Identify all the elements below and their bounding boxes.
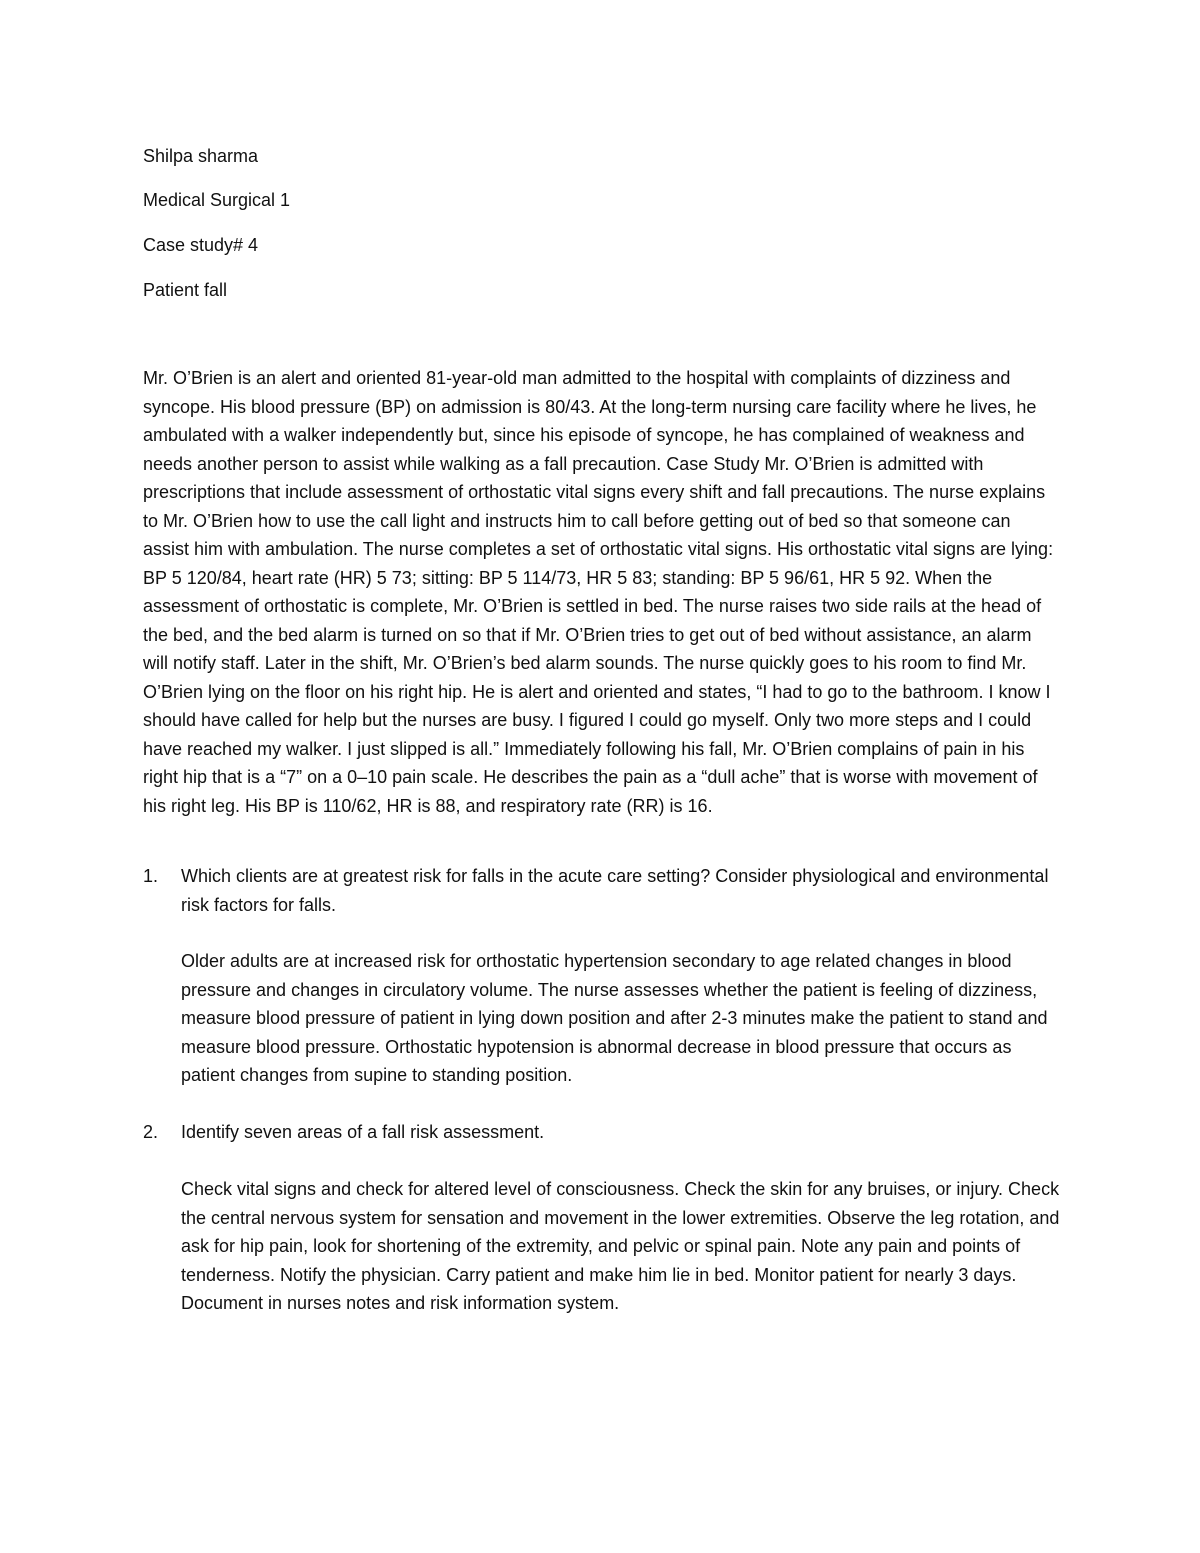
- author-name: Shilpa sharma: [143, 146, 259, 166]
- assignment-title: Case study# 4: [143, 235, 259, 255]
- case-study-paragraph: Mr. O’Brien is an alert and oriented 81-year-old man admitted to the hospital with complaints of dizziness and syncope. His blood pressure (BP) on admission is 80/43. At the long-term nursing care facility where he lives, he ambulated with a walker independently but, since his episode of syncope, he has complained of weakness and needs another person to assist while walking as a fall precaution. Case Study Mr. O’Brien is admitted with prescriptions that include assessment of orthostatic vital signs every shift and fall precautions. The nurse explains to Mr. O’Brien how to use the call light and instructs him to call before getting out of bed so that someone can assist him with ambulation. The nurse completes a set of orthostatic vital signs. His orthostatic vital signs are lying: BP 5 120/84, heart rate (HR) 5 73; sitting: BP 5 114/73, HR 5 83; standing: BP 5 96/61, HR 5 92. When the assessment of orthostatic is complete, Mr. O’Brien is settled in bed. The nurse raises two side rails at the head of the bed, and the bed alarm is turned on so that if Mr. O’Brien tries to get out of bed without assistance, an alarm will notify staff. Later in the shift, Mr. O’Brien’s bed alarm sounds. The nurse quickly goes to his room to find Mr. O’Brien lying on the floor on his right hip. He is alert and oriented and states, “I had to go to the bathroom. I know I should have called for help but the nurses are busy. I figured I could go myself. Only two more steps and I could have reached my walker. I just slipped is all.” Immediately following his fall, Mr. O’Brien complains of pain in his right hip that is a “7” on a 0–10 pain scale. He describes the pain as a “dull ache” that is worse with movement of his right leg. His BP is 110/62, HR is 88, and respiratory rate (RR) is 16.: [143, 368, 1054, 816]
- question-2-text: Identify seven areas of a fall risk assessment.: [181, 1122, 545, 1142]
- topic-title: Patient fall: [143, 280, 228, 300]
- question-1-text: Which clients are at greatest risk for falls in the acute care setting? Consider physiological and environmental risk factors for falls.: [181, 866, 1049, 915]
- answer-2-text: Check vital signs and check for altered level of consciousness. Check the skin for any bruises, or injury. Check the central nervous system for sensation and movement in the lower extremities. Observe the leg rotation, and ask for hip pain, look for shortening of the extremity, and pelvic or spinal pain. Note any pain and points of tenderness. Notify the physician. Carry patient and make him lie in bed. Monitor patient for nearly 3 days. Document in nurses notes and risk information system.: [181, 1179, 1060, 1313]
- answer-1-text: Older adults are at increased risk for orthostatic hypertension secondary to age related changes in blood pressure and changes in circulatory volume. The nurse assesses whether the patient is feeling of dizziness, measure blood pressure of patient in lying down position and after 2-3 minutes make the patient to stand and measure blood pressure. Orthostatic hypotension is abnormal decrease in blood pressure that occurs as patient changes from supine to standing position.: [181, 951, 1048, 1085]
- question-1-number: 1.: [143, 866, 159, 886]
- question-2-number: 2.: [143, 1122, 159, 1142]
- course-name: Medical Surgical 1: [143, 190, 291, 210]
